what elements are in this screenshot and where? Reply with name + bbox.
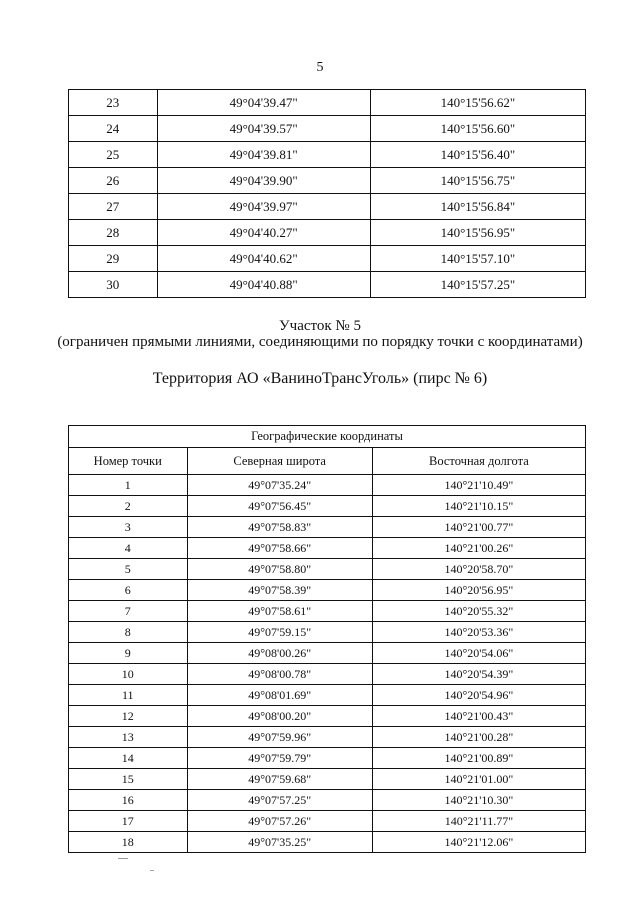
latitude-cell: 49°07'57.25" — [187, 790, 372, 811]
point-number-cell: 13 — [69, 727, 188, 748]
longitude-cell: 140°15'56.62" — [370, 90, 585, 116]
table-row — [69, 685, 586, 706]
latitude-cell: 49°07'59.79" — [187, 748, 372, 769]
table-row — [69, 496, 586, 517]
table-row — [69, 769, 586, 790]
longitude-cell: 140°15'56.84" — [370, 194, 585, 220]
latitude-cell: 49°07'35.24" — [187, 475, 372, 496]
table-row — [69, 811, 586, 832]
table-row — [69, 601, 586, 622]
table-row — [69, 706, 586, 727]
territory-title: Территория АО «ВаниноТрансУголь» (пирс № 6) — [152, 370, 488, 387]
longitude-cell: 140°21'00.89" — [372, 748, 585, 769]
latitude-cell: 49°08'00.26" — [187, 643, 372, 664]
latitude-cell: 49°04'40.62" — [157, 246, 370, 272]
point-number-cell: 12 — [69, 706, 188, 727]
latitude-cell: 49°04'40.88" — [157, 272, 370, 298]
latitude-cell: 49°08'01.69" — [187, 685, 372, 706]
table-row — [69, 643, 586, 664]
latitude-cell: 49°04'39.81" — [157, 142, 370, 168]
longitude-cell: 140°20'58.70" — [372, 559, 585, 580]
latitude-cell: 49°07'58.66" — [187, 538, 372, 559]
table-row — [69, 272, 586, 298]
table-row — [69, 116, 586, 142]
point-number-cell: 1 — [69, 475, 188, 496]
longitude-cell: 140°15'56.95" — [370, 220, 585, 246]
point-number-cell: 6 — [69, 580, 188, 601]
table-row — [69, 168, 586, 194]
longitude-cell: 140°20'56.95" — [372, 580, 585, 601]
latitude-cell: 49°04'39.57" — [157, 116, 370, 142]
table-row — [69, 194, 586, 220]
point-number-cell: 9 — [69, 643, 188, 664]
table-row — [69, 559, 586, 580]
latitude-cell: 49°07'35.25" — [187, 832, 372, 853]
latitude-cell: 49°07'58.83" — [187, 517, 372, 538]
longitude-cell: 140°20'55.32" — [372, 601, 585, 622]
longitude-cell: 140°21'10.49" — [372, 475, 585, 496]
table-row — [69, 142, 586, 168]
point-number-cell: 15 — [69, 769, 188, 790]
table-row — [69, 517, 586, 538]
point-number-cell: 23 — [69, 90, 158, 116]
latitude-cell: 49°07'57.26" — [187, 811, 372, 832]
point-number-cell: 27 — [69, 194, 158, 220]
point-number-cell: 16 — [69, 790, 188, 811]
point-number-cell: 8 — [69, 622, 188, 643]
latitude-cell: 49°08'00.20" — [187, 706, 372, 727]
longitude-cell: 140°21'01.00" — [372, 769, 585, 790]
point-number-cell: 26 — [69, 168, 158, 194]
longitude-cell: 140°15'57.10" — [370, 246, 585, 272]
point-number-cell: 14 — [69, 748, 188, 769]
table-row — [69, 622, 586, 643]
latitude-cell: 49°07'59.15" — [187, 622, 372, 643]
point-number-cell: 17 — [69, 811, 188, 832]
point-number-cell: 7 — [69, 601, 188, 622]
longitude-cell: 140°21'00.43" — [372, 706, 585, 727]
point-number-cell: 5 — [69, 559, 188, 580]
longitude-cell: 140°20'53.36" — [372, 622, 585, 643]
point-number-cell: 24 — [69, 116, 158, 142]
longitude-cell: 140°21'00.77" — [372, 517, 585, 538]
latitude-cell: 49°04'39.90" — [157, 168, 370, 194]
longitude-cell: 140°20'54.96" — [372, 685, 585, 706]
latitude-cell: 49°04'39.47" — [157, 90, 370, 116]
coordinates-table-section-5-body — [69, 475, 586, 853]
longitude-cell: 140°20'54.39" — [372, 664, 585, 685]
longitude-cell: 140°21'00.26" — [372, 538, 585, 559]
point-number-cell: 2 — [69, 496, 188, 517]
latitude-cell: 49°07'58.61" — [187, 601, 372, 622]
longitude-cell: 140°20'54.06" — [372, 643, 585, 664]
coordinates-table-continued-body — [69, 90, 586, 298]
point-number-cell: 18 — [69, 832, 188, 853]
table-row — [69, 246, 586, 272]
table-row — [69, 790, 586, 811]
column-header-point-number: Номер точки — [69, 448, 188, 475]
table-row — [69, 832, 586, 853]
longitude-cell: 140°21'12.06" — [372, 832, 585, 853]
point-number-cell: 28 — [69, 220, 158, 246]
table-row — [69, 727, 586, 748]
longitude-cell: 140°15'57.25" — [370, 272, 585, 298]
table-row — [69, 90, 586, 116]
latitude-cell: 49°04'39.97" — [157, 194, 370, 220]
point-number-cell: 11 — [69, 685, 188, 706]
point-number-cell: 10 — [69, 664, 188, 685]
longitude-cell: 140°15'56.75" — [370, 168, 585, 194]
column-header-latitude: Северная широта — [187, 448, 372, 475]
longitude-cell: 140°15'56.40" — [370, 142, 585, 168]
latitude-cell: 49°07'58.39" — [187, 580, 372, 601]
column-header-longitude: Восточная долгота — [372, 448, 585, 475]
table-row — [69, 538, 586, 559]
longitude-cell: 140°21'10.30" — [372, 790, 585, 811]
scan-artifact — [150, 870, 154, 871]
section-title: Участок № 5 — [279, 318, 361, 334]
latitude-cell: 49°07'56.45" — [187, 496, 372, 517]
section-subtitle: (ограничен прямыми линиями, соединяющими по порядку точки с координатами) — [57, 334, 583, 350]
latitude-cell: 49°04'40.27" — [157, 220, 370, 246]
table-row — [69, 664, 586, 685]
table-row — [69, 580, 586, 601]
longitude-cell: 140°21'10.15" — [372, 496, 585, 517]
point-number-cell: 3 — [69, 517, 188, 538]
point-number-cell: 25 — [69, 142, 158, 168]
point-number-cell: 4 — [69, 538, 188, 559]
coordinates-table-continued — [68, 89, 586, 298]
longitude-cell: 140°21'11.77" — [372, 811, 585, 832]
latitude-cell: 49°07'59.96" — [187, 727, 372, 748]
latitude-cell: 49°07'59.68" — [187, 769, 372, 790]
scan-artifact — [118, 858, 128, 859]
longitude-cell: 140°15'56.60" — [370, 116, 585, 142]
page-number: 5 — [316, 60, 324, 75]
longitude-cell: 140°21'00.28" — [372, 727, 585, 748]
point-number-cell: 29 — [69, 246, 158, 272]
table-row — [69, 220, 586, 246]
point-number-cell: 30 — [69, 272, 158, 298]
latitude-cell: 49°08'00.78" — [187, 664, 372, 685]
coordinates-table-section-5 — [68, 425, 586, 853]
table-row — [69, 475, 586, 496]
latitude-cell: 49°07'58.80" — [187, 559, 372, 580]
table-row — [69, 748, 586, 769]
group-header: Географические координаты — [69, 426, 586, 448]
